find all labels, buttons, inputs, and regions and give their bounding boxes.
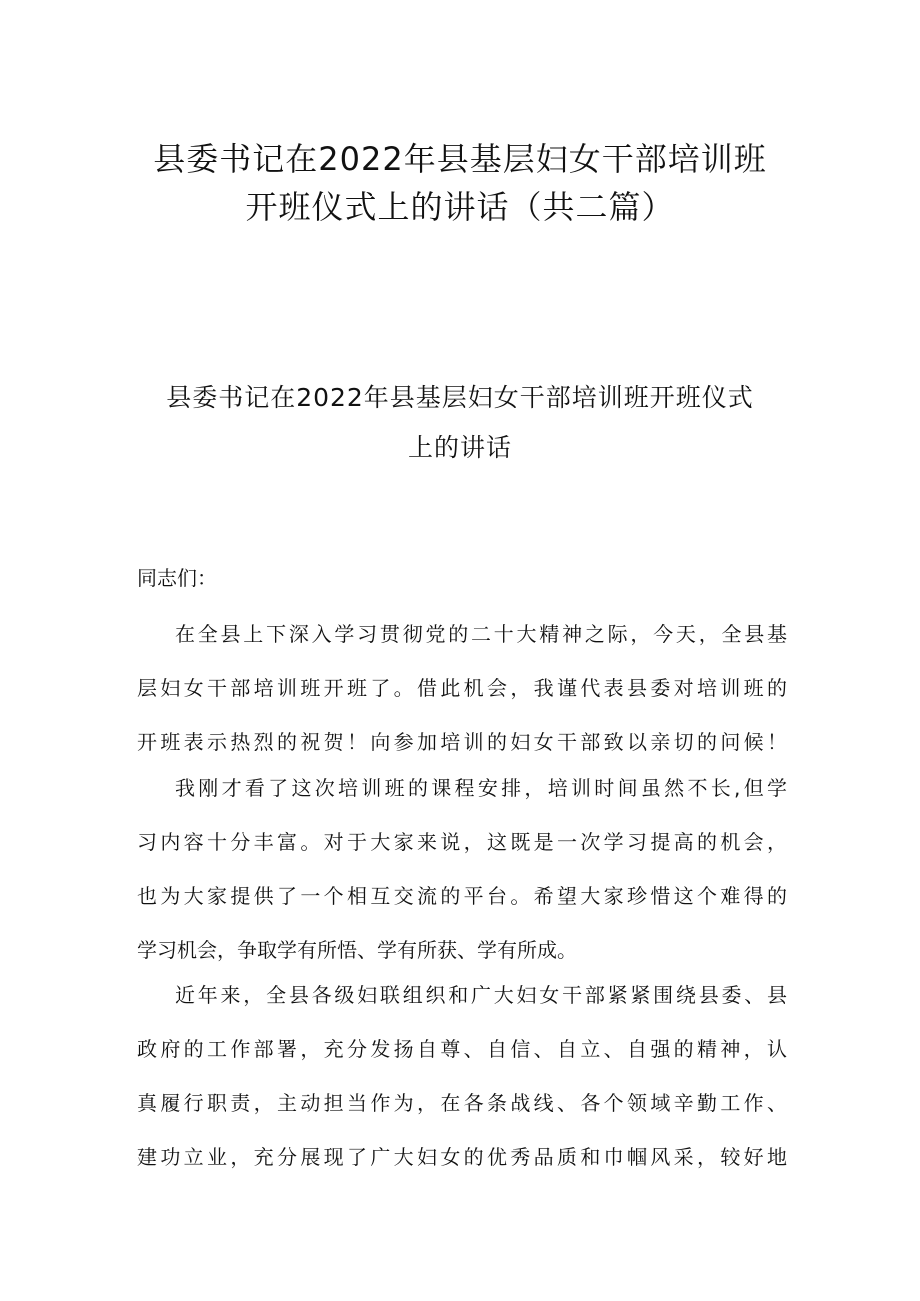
speech-title-line-1: 县委书记在2022年县基层妇女干部培训班开班仪式 [166, 383, 754, 412]
paragraph-line: 学习机会，争取学有所悟、学有所获、学有所成。 [137, 938, 577, 962]
paragraph-line: 近年来，全县各级妇联组织和广大妇女干部紧紧围绕县委、县 [175, 983, 787, 1007]
paragraph-line: 建功立业，充分展现了广大妇女的优秀品质和巾帼风采，较好地 [137, 1145, 787, 1169]
speech-title-line-2: 上的讲话 [407, 433, 512, 462]
paragraph-line: 政府的工作部署，充分发扬自尊、自信、自立、自强的精神，认 [137, 1037, 787, 1061]
document-title-line-2: 开班仪式上的讲话（共二篇） [245, 188, 675, 226]
salutation: 同志们： [137, 566, 217, 590]
paragraph-line: 真履行职责，主动担当作为，在各条战线、各个领域辛勤工作、 [137, 1091, 787, 1115]
paragraph-3 [137, 968, 787, 1184]
paragraph-2 [137, 761, 787, 977]
paragraph-line: 也为大家提供了一个相互交流的平台。希望大家珍惜这个难得的 [137, 884, 787, 908]
paragraph-line: 层妇女干部培训班开班了。借此机会，我谨代表县委对培训班的 [137, 676, 787, 700]
document-title-line-1: 县委书记在2022年县基层妇女干部培训班 [153, 140, 767, 178]
paragraph-line: 习内容十分丰富。对于大家来说，这既是一次学习提高的机会， [137, 830, 787, 854]
paragraph-line: 开班表示热烈的祝贺！向参加培训的妇女干部致以亲切的问候！ [137, 730, 787, 754]
paragraph-line: 在全县上下深入学习贯彻党的二十大精神之际，今天，全县基 [175, 622, 787, 646]
paragraph-1 [137, 607, 787, 769]
paragraph-line: 我刚才看了这次培训班的课程安排，培训时间虽然不长,但学 [175, 776, 787, 800]
